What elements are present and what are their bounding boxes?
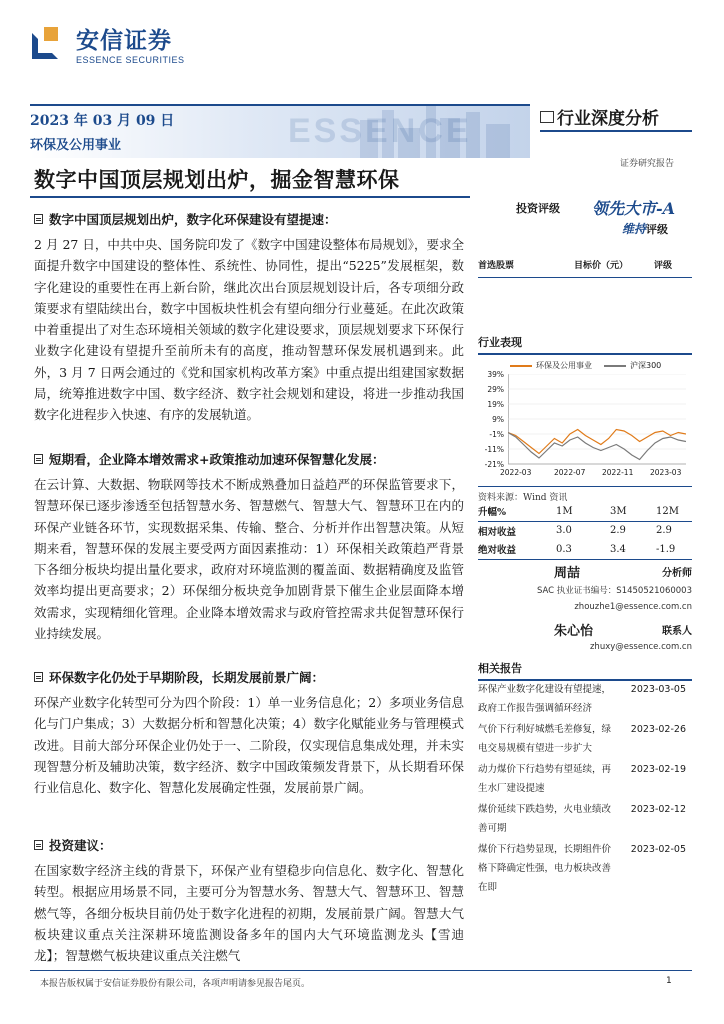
table-cell: 2.9 (656, 525, 672, 537)
section-body: 在国家数字经济主线的背景下，环保产业有望稳步向信息化、数字化、智慧化转型。根据应用场景不同，主要可分为智慧水务、智慧大气、智慧环卫、智慧燃气等，各细分板块目前仍处于数字化进程的初期，发展前景广阔。智慧大气板块建议重点关注深耕环境监测设备多年的国内大气环境监测龙头【雪迪龙】；智慧燃气板块建议重点关注燃气 (34, 863, 464, 964)
related-report-item[interactable] (478, 680, 692, 718)
logo-name-en: ESSENCE SECURITIES (76, 55, 185, 65)
table-header-cell: 1M (534, 502, 596, 521)
section-bullet-icon (34, 454, 43, 464)
related-report-date: 2023-02-26 (630, 724, 686, 735)
table-row (478, 540, 692, 559)
stock-col-target: 目标价（元） (574, 261, 629, 271)
y-tick-label: -1% (489, 430, 504, 439)
section-heading (34, 450, 464, 468)
rating-label: 投资评级 (516, 202, 560, 215)
related-report-title: 煤价延续下跌趋势，火电业绩改善可期 (478, 804, 612, 834)
section-bullet-icon (34, 840, 43, 850)
header-banner (30, 104, 530, 158)
legend-label-index: 沪深300 (630, 361, 662, 370)
table-cell: 3.0 (556, 525, 572, 537)
related-report-date: 2023-02-12 (630, 804, 686, 815)
chart-data-source: 资料来源：Wind 资讯 (478, 486, 692, 503)
related-report-title: 气价下行利好城燃毛差修复，绿电交易规模有望进一步扩大 (478, 724, 612, 754)
stock-col-rating: 评级 (654, 261, 673, 271)
preferred-stocks-header (478, 258, 692, 278)
related-reports-title: 相关报告 (478, 660, 692, 681)
analyst-name: 朱心怡 (554, 624, 594, 639)
logo-name-cn: 安信证券 (76, 28, 172, 54)
y-tick-label: -11% (484, 445, 504, 454)
section-short-term (34, 450, 464, 644)
section-heading (34, 210, 464, 228)
y-tick-label: 29% (487, 385, 504, 394)
legend-swatch-index (604, 365, 626, 367)
section-investment-advice (34, 836, 464, 966)
section-heading-text: 投资建议： (49, 838, 112, 853)
x-tick-label: 2023-03 (650, 468, 682, 477)
legend-label-sector: 环保及公用事业 (536, 361, 592, 370)
series-line-sector (508, 430, 686, 454)
related-report-item[interactable] (478, 840, 692, 897)
y-tick-label: 39% (487, 370, 504, 379)
section-digital-china (34, 210, 464, 426)
related-report-date: 2023-02-19 (630, 764, 686, 775)
rating-value: 领先大市-A (592, 199, 676, 218)
performance-table (478, 502, 692, 560)
rating-status-value: 维持 (622, 222, 647, 236)
analyst-role: 联系人 (662, 626, 692, 637)
table-row (478, 521, 692, 540)
y-tick-label: 19% (487, 400, 504, 409)
report-type-label: 行业深度分析 (557, 109, 659, 129)
table-cell: 0.3 (534, 540, 596, 559)
analyst-card (478, 620, 692, 650)
y-tick-label: 9% (492, 415, 504, 424)
report-type (540, 104, 692, 129)
related-report-item[interactable] (478, 760, 692, 798)
footer-disclaimer: 本报告版权属于安信证券股份有限公司，各项声明请参见报告尾页。 (40, 979, 311, 989)
analyst-email[interactable]: zhouzhe1@essence.com.cn (574, 602, 692, 612)
chart-icon (540, 111, 554, 123)
analyst-name: 周喆 (554, 566, 581, 581)
related-report-title: 环保产业数字化建设有望提速，政府工作报告强调循环经济 (478, 684, 612, 714)
section-body: 环保产业数字化转型可分为四个阶段：1）单一业务信息化；2）多项业务信息化与门户集成；3）大数据分析和智慧化决策；4）数字化赋能业务与管理模式改进。目前大部分环保企业仍处于一、二阶段，仅实现信息集成处理，并未实现智慧分析及辅助决策，数字经济、数字中国政策频发背景下，从长期看环保行业信息化、数字化、智慧化发展确定性强，发展前景广阔。 (34, 695, 464, 796)
section-heading (34, 668, 464, 686)
table-header-cell: 12M (642, 502, 692, 521)
report-subtitle: 证券研究报告 (620, 159, 675, 169)
report-type-divider (540, 130, 692, 132)
page-title: 数字中国顶层规划出炉，掘金智慧环保 (34, 167, 400, 192)
related-reports-list (478, 680, 692, 897)
analyst-card (478, 562, 692, 610)
section-bullet-icon (34, 672, 43, 682)
section-body: 2 月 27 日，中共中央、国务院印发了《数字中国建设整体布局规划》，要求全面提升数字中国建设的整体性、系统性、协同性，提出“5225”发展框架，数字化建设的重要性在再上新台阶，继此次出台顶层规划设计后，各专项细分政策要求有望陆续出台，数字中国板块性机会有望向细分行业蔓延。在此次政策中着重提出了对生态环境相关领域的数字化建设要求，顶层规划要求下环保行业数字化建设有望提升至前所未有的高度，推动智慧环保发展机遇到来。此外，3 月 7 日两会通过的《党和国家机构改革方案》中重点提出组建国家数据局，统筹推进数字中国、数字经济、数字社会规划和建设，将进一步推动我国数字化进程步入快速、有序的发展轨道。 (34, 237, 464, 423)
banner-watermark: ESSENCE (288, 112, 472, 150)
table-cell: 绝对收益 (478, 540, 534, 559)
chart-series-layer (508, 374, 686, 464)
rating-status (622, 220, 668, 237)
series-line-index (508, 433, 686, 460)
company-logo (30, 22, 185, 65)
page-number: 1 (666, 976, 672, 986)
x-tick-label: 2022-07 (554, 468, 586, 477)
table-header-cell: 3M (596, 502, 642, 521)
table-cell: -1.9 (642, 540, 692, 559)
performance-chart-plot (508, 374, 686, 466)
table-header-row (478, 502, 692, 521)
logo-icon (30, 25, 68, 63)
related-report-title: 煤价下行趋势显现，长期组件价格下降确定性强，电力板块改善在即 (478, 844, 612, 893)
performance-chart (478, 356, 692, 480)
x-tick-label: 2022-11 (602, 468, 634, 477)
table-cell: 相对收益 (478, 526, 517, 538)
related-report-title: 动力煤价下行趋势有望延续，再生水厂建设提速 (478, 764, 612, 794)
sector-name: 环保及公用事业 (30, 138, 122, 153)
x-tick-label: 2022-03 (500, 468, 532, 477)
report-date: 2023 年 03 月 09 日 (30, 113, 175, 129)
title-divider (30, 196, 470, 198)
section-heading-text: 短期看，企业降本增效需求+政策推动加速环保智慧化发展： (49, 452, 385, 467)
table-cell: 3.4 (596, 540, 642, 559)
related-report-date: 2023-03-05 (630, 684, 686, 695)
section-heading-text: 数字中国顶层规划出炉，数字化环保建设有望提速： (49, 212, 337, 227)
section-bullet-icon (34, 214, 43, 224)
rating-status-suffix: 评级 (646, 223, 669, 236)
table-cell: 2.9 (610, 525, 626, 537)
legend-swatch-sector (510, 365, 532, 367)
stock-col-name: 首选股票 (478, 261, 515, 271)
performance-title: 行业表现 (478, 334, 692, 355)
related-report-item[interactable] (478, 720, 692, 758)
table-header-cell: 升幅% (478, 502, 534, 521)
analyst-email[interactable]: zhuxy@essence.com.cn (589, 642, 692, 652)
section-heading (34, 836, 464, 854)
y-tick-label: -21% (484, 460, 504, 469)
section-early-stage (34, 668, 464, 798)
analyst-role: 分析师 (662, 568, 692, 579)
related-report-item[interactable] (478, 800, 692, 838)
analyst-license: SAC 执业证书编号：S1450521060003 (536, 586, 692, 596)
chart-legend (506, 360, 661, 371)
section-heading-text: 环保数字化仍处于早期阶段，长期发展前景广阔： (49, 670, 325, 685)
section-body: 在云计算、大数据、物联网等技术不断成熟叠加日益趋严的环保监管要求下，智慧环保已逐步渗透至包括智慧水务、智慧燃气、智慧大气、智慧环卫在内的环保产业链各环节，实现数据采集、传输、整合、分析并作出智慧决策。从短期来看，智慧环保的发展主要受两方面因素推动：1）环保相关政策趋严背景下各细分板块均提出量化要求，政府对环境监测的覆盖面、数据精确度及监管效率均提出更高要求；2）环保细分板块竞争加剧背景下催生企业层面降本增效需求，实现精细化管理。企业降本增效需求与政府管控需求共促智慧环保行业持续发展。 (34, 477, 464, 642)
related-report-date: 2023-02-05 (630, 844, 686, 855)
footer-divider (30, 970, 692, 971)
